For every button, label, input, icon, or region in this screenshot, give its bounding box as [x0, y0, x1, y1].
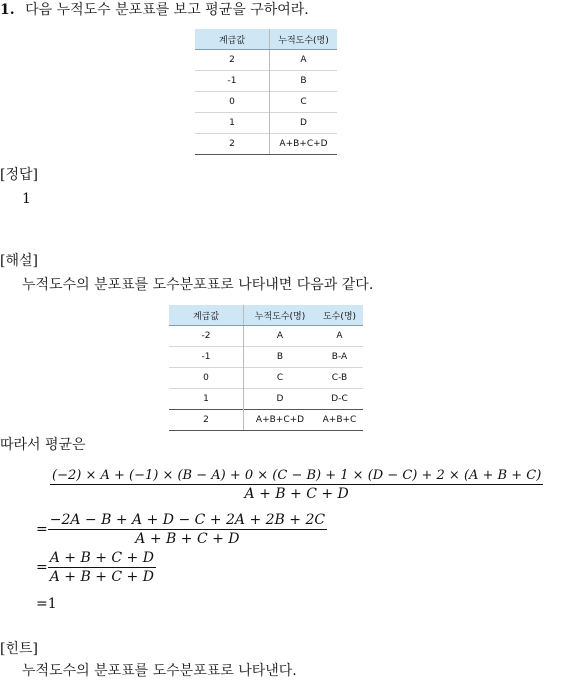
table-cell: A+B+C	[316, 410, 363, 431]
table-cell: 1	[169, 389, 244, 410]
equation-line-1	[50, 468, 543, 502]
table-cell: C-B	[316, 368, 363, 389]
fraction-denominator: A + B + C + D	[244, 486, 349, 502]
equals-sign: =	[36, 596, 48, 612]
table-cell: B	[270, 71, 338, 92]
equals-sign: =	[36, 559, 48, 576]
equation-result: 1	[47, 596, 57, 612]
table-cell: B	[244, 347, 317, 368]
answer-value: 1	[22, 191, 31, 207]
cumulative-frequency-table	[195, 29, 337, 155]
fraction	[48, 512, 327, 547]
table2-header-cumulative: 누적도수(명)	[244, 305, 317, 326]
table-cell: C	[270, 92, 338, 113]
table-cell: A	[270, 50, 338, 71]
equals-sign: =	[36, 521, 48, 538]
frequency-table	[169, 305, 363, 431]
equation-line-4	[36, 596, 57, 612]
table-row	[195, 50, 337, 71]
table2-header-class: 계급값	[169, 305, 244, 326]
fraction	[50, 468, 543, 502]
table-cell: D-C	[316, 389, 363, 410]
table-cell: D	[244, 389, 317, 410]
question-number: 1.	[0, 2, 15, 18]
table-row	[195, 71, 337, 92]
table-cell: A+B+C+D	[270, 134, 338, 155]
table-cell: B-A	[316, 347, 363, 368]
table-cell: 0	[169, 368, 244, 389]
equation-line-3	[36, 550, 156, 585]
hint-text: 누적도수의 분포표를 도수분포표로 나타낸다.	[22, 663, 297, 679]
table-cell: C	[244, 368, 317, 389]
equation-line-2	[36, 512, 327, 547]
table-row	[195, 92, 337, 113]
question-text: 다음 누적도수 분포표를 보고 평균을 구하여라.	[25, 2, 309, 18]
hint-label: [힌트]	[0, 641, 38, 657]
table-cell: -1	[169, 347, 244, 368]
table-cell: 1	[195, 113, 270, 134]
fraction-numerator: (−2) × A + (−1) × (B − A) + 0 × (C − B) + 1 × (D − C) + 2 × (A + B + C)	[52, 468, 542, 483]
fraction-numerator: −2A − B + A + D − C + 2A + 2B + 2C	[49, 512, 326, 528]
table-row	[195, 113, 337, 134]
table1-header-class: 계급값	[195, 29, 270, 50]
table-row	[169, 368, 363, 389]
table-cell: A	[244, 326, 317, 347]
table-cell: 0	[195, 92, 270, 113]
explanation-label: [해설]	[0, 253, 38, 269]
fraction-denominator: A + B + C + D	[49, 569, 154, 585]
table-row	[195, 134, 337, 155]
table-row	[169, 347, 363, 368]
table-cell: D	[270, 113, 338, 134]
question	[0, 0, 309, 20]
table-cell: A+B+C+D	[244, 410, 317, 431]
fraction-denominator: A + B + C + D	[135, 531, 240, 547]
table-cell: -1	[195, 71, 270, 92]
table-cell: 2	[169, 410, 244, 431]
explanation-then: 따라서 평균은	[0, 437, 86, 453]
explanation-intro: 누적도수의 분포표를 도수분포표로 나타내면 다음과 같다.	[22, 277, 374, 293]
table-row	[169, 326, 363, 347]
table1-header-cumulative: 누적도수(명)	[270, 29, 338, 50]
table-row	[169, 389, 363, 410]
table2-header-frequency: 도수(명)	[316, 305, 363, 326]
table-cell: 2	[195, 134, 270, 155]
answer-label: [정답]	[0, 167, 38, 183]
fraction	[48, 550, 156, 585]
table-cell: A	[316, 326, 363, 347]
fraction-numerator: A + B + C + D	[49, 550, 154, 566]
table-sum-row	[169, 410, 363, 431]
table-cell: 2	[195, 50, 270, 71]
table-cell: -2	[169, 326, 244, 347]
